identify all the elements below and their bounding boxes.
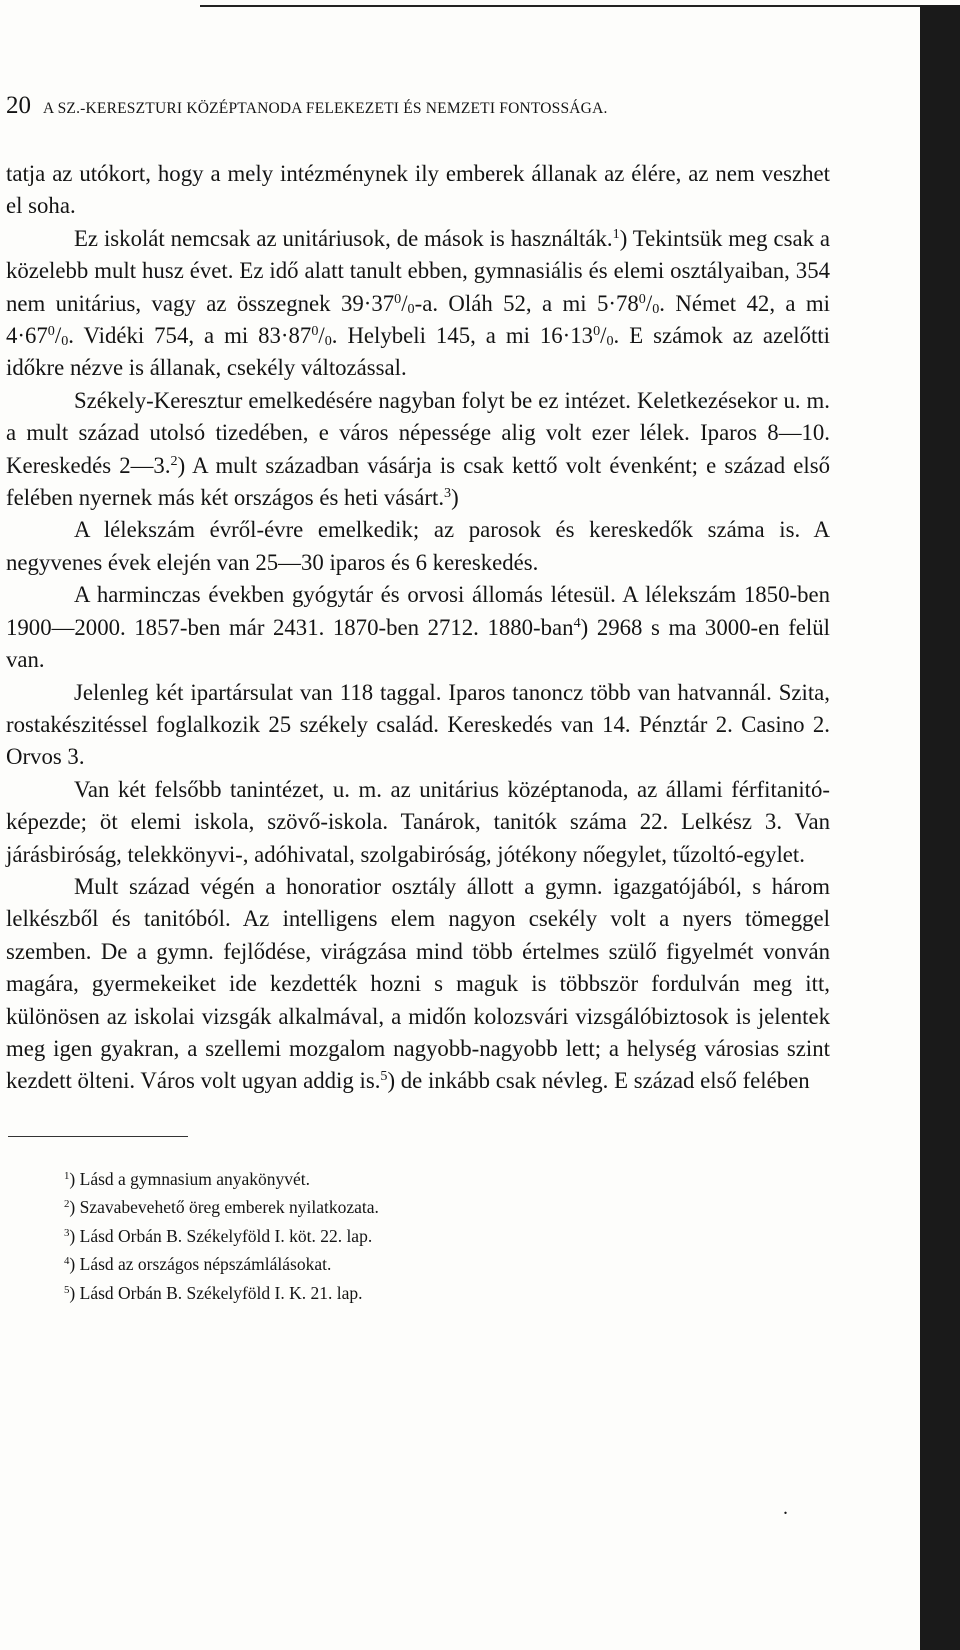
footnote-text: ) Lásd az országos népszámlálásokat.: [69, 1254, 332, 1275]
text-run: ): [451, 485, 459, 511]
percent-sub: 0: [606, 333, 614, 350]
text-run: ) 2968 s ma 3000-en felül van.: [6, 614, 830, 673]
paragraph-7: [6, 774, 830, 871]
percent-sub: 0: [324, 333, 332, 350]
percent-slash: /: [645, 290, 653, 316]
running-head: A SZ.-KERESZTURI KÖZÉPTANODA FELEKEZETI ÉS NEMZETI FONTOSSÁGA.: [43, 100, 608, 117]
body-text: [6, 158, 830, 1098]
text-run: A lélekszám évről-évre emelkedik; az parosok és kereskedők száma is. A negyvenes évek elején van 25—30 iparos és 6 kereskedés.: [6, 517, 830, 575]
text-run: -a. Oláh 52, a mi 5·78: [414, 290, 639, 316]
footnote-mark: 3: [64, 1226, 70, 1239]
percent-slash: /: [600, 323, 607, 349]
text-run: . Helybeli 145, a mi 16·13: [331, 323, 594, 349]
percent-slash: /: [401, 290, 408, 316]
footnote-ref: 4: [573, 614, 581, 631]
percent-sub: 0: [407, 300, 415, 317]
text-run: Mult század végén a honoratior osztály állott a gymn. igazgatójából, s három lelkészből és tanitóból. Az intelligens elem nagyon csekély volt a nyers tömeggel szemben. De a gymn. fejlődése, virágzása mind több értelmes szülő figyelmét vonván magára, gyermekeiket ide kezdették hozni s maguk is többször fordulván meg itt, különösen az iskolai vizsgák alkalmával, a midőn kolozsvári vizsgálóbiztosok is jelentek meg igen gyakran, a szellemi mozgalom nagyobb-nagyobb lett; a helység városias szint kezdett ölteni. Város volt ugyan addig is.: [6, 873, 830, 1094]
book-page: [6, 92, 830, 1307]
footnote-mark: 4: [64, 1255, 70, 1268]
footnote-4: [64, 1250, 830, 1279]
footnote-1: [64, 1165, 830, 1194]
footnote-3: [64, 1222, 830, 1251]
footnote-ref: 5: [380, 1068, 388, 1085]
footnotes: [64, 1165, 830, 1308]
footnote-separator: [8, 1136, 188, 1137]
text-run: . Vidéki 754, a mi 83·87: [68, 323, 312, 349]
margin-dot: .: [783, 1497, 788, 1519]
text-run: ) A mult században vásárja is csak kettő volt évenként; e század első felében nyernek más két országos és heti vásárt.: [6, 452, 830, 511]
percent-slash: /: [54, 323, 62, 349]
text-run: Ez iskolát nemcsak az unitáriusok, de mások is használták.: [74, 225, 613, 251]
top-border-rule: [200, 5, 922, 7]
paragraph-4: [6, 514, 830, 579]
paragraph-2: [6, 223, 830, 385]
percent-slash: /: [318, 323, 325, 349]
percent-sub: 0: [652, 300, 660, 317]
footnote-ref: 1: [612, 226, 620, 243]
paragraph-5: [6, 579, 830, 676]
footnote-ref: 2: [170, 452, 178, 469]
text-run: A harminczas években gyógytár és orvosi állomás létesül. A lélekszám 1850-ben 1900—2000. 1857-ben már 2431. 1870-ben 2712. 1880-ban: [6, 582, 830, 640]
footnote-mark: 2: [64, 1198, 70, 1211]
percent-sup: 0: [593, 323, 601, 340]
paragraph-3: [6, 385, 830, 515]
paragraph-1: [6, 158, 830, 223]
footnote-mark: 5: [64, 1283, 70, 1296]
text-run: tatja az utókort, hogy a mely intézménynek ily emberek állanak az élére, az nem veszhet el soha.: [6, 161, 830, 219]
text-run: . E számok az azelőtti időkre nézve is állanak, csekély változással.: [6, 323, 830, 381]
footnote-2: [64, 1193, 830, 1222]
percent-sup: 0: [638, 290, 646, 307]
footnote-5: [64, 1279, 830, 1308]
page-number: 20: [6, 92, 31, 119]
paragraph-8: [6, 871, 830, 1098]
page-header: [6, 92, 830, 128]
text-run: Van két felsőbb tanintézet, u. m. az unitárius középtanoda, az állami férfitanitó-képezde; öt elemi iskola, szövő-iskola. Tanárok, tanitók száma 22. Lelkész 3. Van járásbiróság, telekkönyvi-, adóhivatal, szolgabiróság, jótékony nőegylet, tűzoltó-egylet.: [6, 776, 830, 867]
footnote-ref: 3: [444, 485, 452, 502]
footnote-text: ) Lásd a gymnasium anyakönyvét.: [69, 1168, 310, 1189]
paragraph-6: [6, 677, 830, 774]
percent-sup: 0: [47, 323, 55, 340]
percent-sub: 0: [61, 333, 69, 350]
footnote-text: ) Lásd Orbán B. Székelyföld I. K. 21. lap.: [69, 1282, 363, 1303]
text-run: ) de inkább csak névleg. E század első felében: [387, 1068, 810, 1094]
scan-edge-shadow: [920, 5, 960, 1650]
text-run: . Német 42, a mi 4·67: [6, 290, 830, 349]
text-run: Székely-Keresztur emelkedésére nagyban folyt be ez intézet. Keletkezésekor u. m. a mult század utolsó tizedében, e város népessége alig volt ezer lélek. Iparos 8—10. Kereskedés 2—3.: [6, 387, 830, 478]
footnote-mark: 1: [64, 1169, 70, 1182]
text-run: Jelenleg két ipartársulat van 118 taggal. Iparos tanoncz több van hatvannál. Szita, rostakészitéssel foglalkozik 25 székely család. Kereskedés van 14. Pénztár 2. Casino 2. Orvos 3.: [6, 679, 830, 770]
percent-sup: 0: [311, 323, 319, 340]
footnote-text: ) Lásd Orbán B. Székelyföld I. köt. 22. lap.: [69, 1225, 373, 1246]
percent-sup: 0: [394, 290, 402, 307]
text-run: ) Tekintsük meg csak a közelebb mult husz évet. Ez idő alatt tanult ebben, gymnasiális és elemi osztályaiban, 354 nem unitárius, vagy az összegnek 39·37: [6, 225, 831, 316]
footnote-text: ) Szavabevehető öreg emberek nyilatkozata.: [69, 1197, 379, 1218]
